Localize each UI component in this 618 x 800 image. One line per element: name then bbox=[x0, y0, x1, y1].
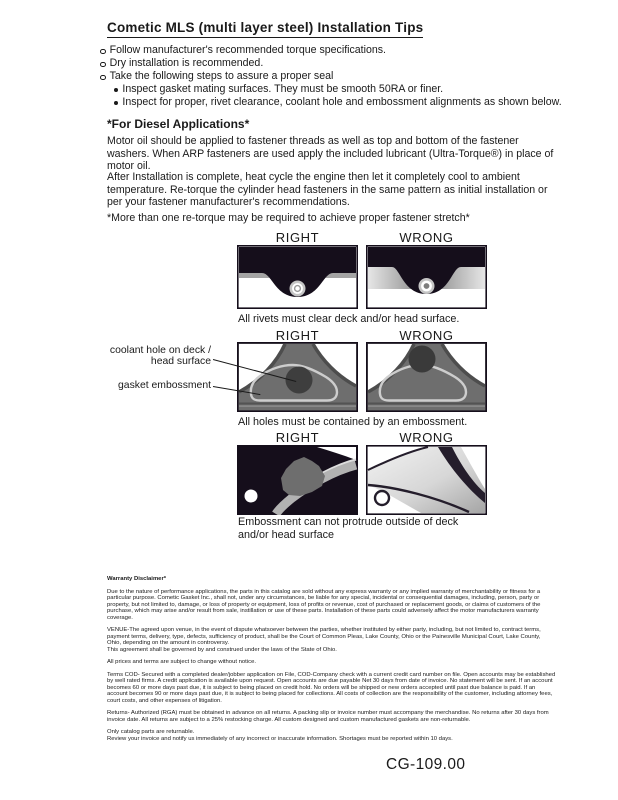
retorque-note: *More than one re-torque may be required to achieve proper fastener stretch* bbox=[107, 212, 470, 224]
row3-caption: Embossment can not protrude outside of deck and/or head surface bbox=[238, 516, 459, 541]
diagram-row3-headers bbox=[237, 430, 487, 445]
open-bullet-icon bbox=[100, 75, 106, 81]
protrusion-wrong-diagram bbox=[366, 445, 487, 515]
tip-text: Inspect for proper, rivet clearance, coolant hole and embossment alignments as shown below. bbox=[122, 96, 562, 108]
tip-text: Take the following steps to assure a proper seal bbox=[109, 70, 334, 82]
bolt-hole-icon bbox=[245, 490, 258, 503]
list-item bbox=[100, 44, 570, 57]
bolt-hole-icon bbox=[375, 491, 389, 505]
list-item bbox=[100, 57, 570, 70]
tip-text: Inspect gasket mating surfaces. They must be smooth 50RA or finer. bbox=[122, 83, 444, 95]
page-title: Cometic MLS (multi layer steel) Installation Tips bbox=[107, 20, 423, 38]
list-item bbox=[114, 83, 570, 96]
tip-text: Follow manufacturer's recommended torque specifications. bbox=[109, 44, 387, 56]
embossment-right-diagram bbox=[237, 342, 358, 412]
open-bullet-icon bbox=[100, 62, 106, 68]
coolant-hole-label: coolant hole on deck / head surface bbox=[109, 345, 211, 367]
list-item bbox=[100, 70, 570, 83]
diagram-row1-images bbox=[237, 245, 487, 309]
right-label: RIGHT bbox=[275, 328, 320, 343]
warranty-paragraph: This agreement shall be governed by and construed under the laws of the State of Ohio. bbox=[107, 646, 337, 653]
wrong-label: WRONG bbox=[399, 328, 454, 343]
installation-tips-list bbox=[100, 44, 570, 109]
protrusion-wrong-svg bbox=[366, 445, 487, 515]
rivet-wrong-svg bbox=[366, 245, 487, 309]
warranty-paragraph: VENUE-The agreed upon venue, in the event of dispute whatsoever between the parties, whether instituted by either party, including, but not limited to, contract terms, payment terms, delivery, type, defects, sufficiency of product, shall be the Court of Common Pleas, Lake County, Ohio or the Painesville Municipal Court, Lake County, Ohio, depending on the amount in controversy. bbox=[107, 627, 541, 646]
right-label: RIGHT bbox=[275, 230, 320, 245]
page-code: CG-109.00 bbox=[386, 756, 466, 773]
warranty-paragraph: Only catalog parts are returnable. bbox=[107, 729, 195, 735]
diagram-row3-images bbox=[237, 445, 487, 515]
warranty-paragraph: Review your invoice and notify us immediately of any incorrect or inaccurate information. Shortages must be reported within 10 days. bbox=[107, 735, 453, 742]
filled-bullet-icon bbox=[114, 101, 118, 105]
warranty-paragraph: Due to the nature of performance applications, the parts in this catalog are sold without any express warranty or any implied warranty of merchantability or fitness for a particular purpose. Cometic Gasket Inc., shall not, under any circumstances, be liable for any special, incidental or consequential damages, including, person, party or property, but not limited to, damage, or loss of property or equipment, loss of profits or revenue, cost of purchased or replacement goods, or claims of customers of the purchase, which may arise and/or result from sale, instillation or use of these parts. Installation of these parts could adversely affect the motor manufacturers warranty coverage. bbox=[107, 588, 541, 621]
wrong-label: WRONG bbox=[399, 430, 454, 445]
diesel-paragraph-1: Motor oil should be applied to fastener threads as well as top and bottom of the fastener washers. When ARP fasteners are used apply the included lubricant (Ultra-Torque®) in place of motor oil. bbox=[107, 135, 554, 173]
protrusion-right-diagram bbox=[237, 445, 358, 515]
wrong-label: WRONG bbox=[399, 230, 454, 245]
embossment-wrong-svg bbox=[366, 342, 487, 412]
warranty-paragraph: Terms COD- Secured with a completed dealer/jobber application on File, COD-Company check with a current credit card number on file. Open accounts may be established by well rated firms. A credit application is available upon request. Open accounts are due payable Net 30 days from date of invoice. No statement will be sent. If an account becomes 60 or more days past due, it is subject to being placed on credit hold. No orders will be shipped or new orders accepted until past due balance is paid. If an account becomes 90 or more days past due, it is subject to being placed for collections. All costs of collection are the responsibility of the customer, including attorney fees, court costs, and other expenses of litigation. bbox=[107, 671, 556, 704]
diagram-row2-images bbox=[237, 342, 487, 412]
rivet-right-svg bbox=[237, 245, 358, 309]
list-item bbox=[114, 96, 570, 109]
coolant-hole-icon bbox=[409, 346, 436, 373]
warranty-paragraph: Returns- Authorized (RGA) must be obtained in advance on all returns. A packing slip or invoice number must accompany the merchandise. No returns after 30 days from invoice date. All returns are subject to a 25% restocking charge. All custom designed and custom manufactured gaskets are non-returnable. bbox=[107, 710, 549, 723]
right-label: RIGHT bbox=[275, 430, 320, 445]
row2-caption: All holes must be contained by an embossment. bbox=[238, 416, 468, 428]
diagram-row1-headers bbox=[237, 230, 487, 245]
warranty-paragraph: All prices and terms are subject to change without notice. bbox=[107, 659, 256, 665]
rivet-clearance-wrong-diagram bbox=[366, 245, 487, 309]
open-bullet-icon bbox=[100, 49, 106, 55]
protrusion-right-svg bbox=[237, 445, 358, 515]
filled-bullet-icon bbox=[114, 88, 118, 92]
warranty-heading: Warranty Disclaimer* bbox=[107, 576, 167, 582]
row1-caption: All rivets must clear deck and/or head surface. bbox=[238, 313, 460, 325]
warranty-disclaimer bbox=[107, 576, 556, 748]
diesel-applications-heading: *For Diesel Applications* bbox=[107, 117, 250, 131]
rivet-clearance-right-diagram bbox=[237, 245, 358, 309]
embossment-right-svg bbox=[237, 342, 358, 412]
diesel-paragraph-2: After Installation is complete, heat cycle the engine then let it completely cool to ambient temperature. Re-torque the cylinder head fasteners in the same pattern as initial installation or per your fastener manufacturer's recommendations. bbox=[107, 171, 548, 209]
gasket-embossment-label: gasket embossment bbox=[118, 380, 211, 391]
tip-text: Dry installation is recommended. bbox=[109, 57, 264, 69]
diagram-row2-headers bbox=[237, 328, 487, 343]
embossment-wrong-diagram bbox=[366, 342, 487, 412]
